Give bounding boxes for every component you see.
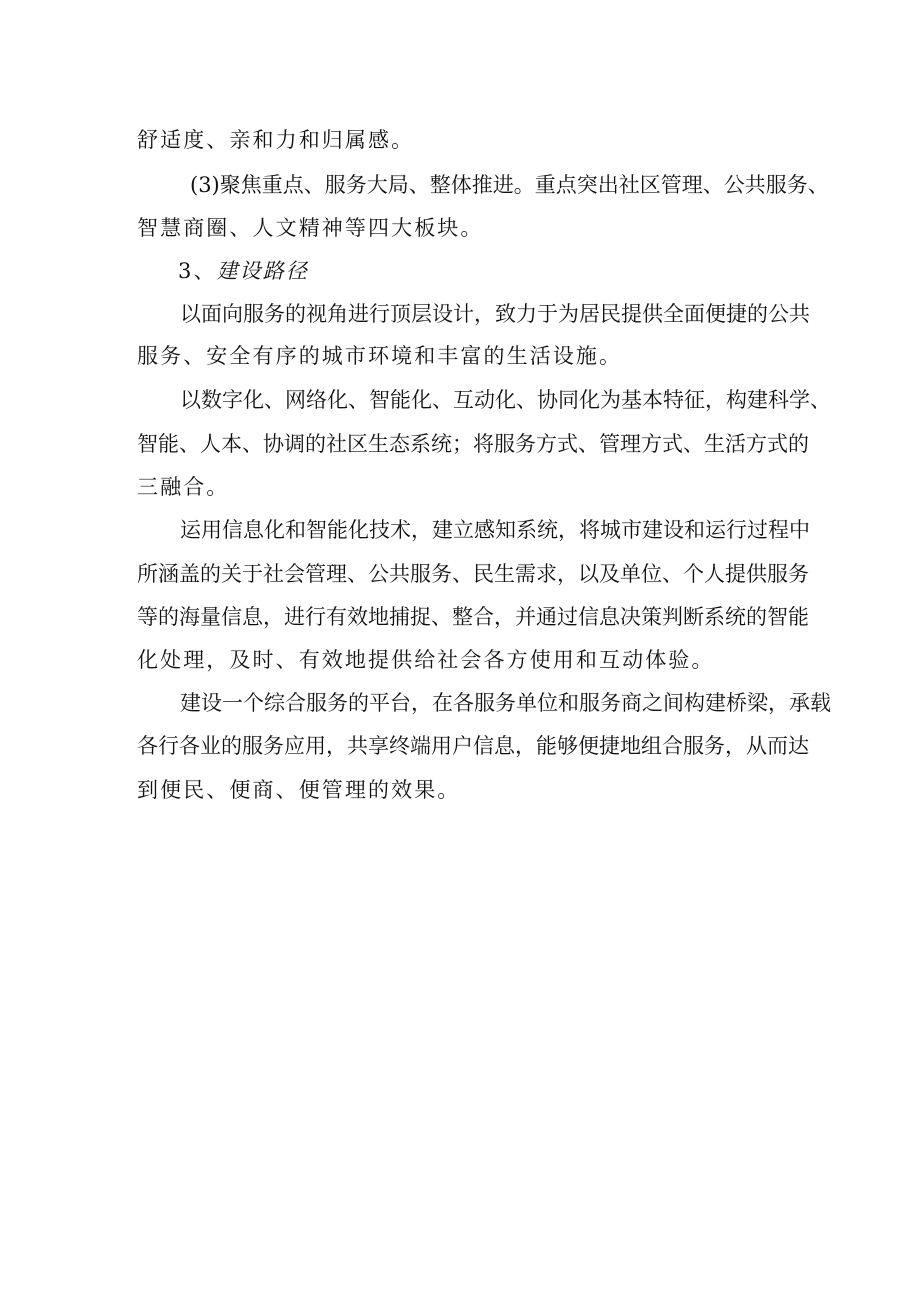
paragraph-line: 智慧商圈、人文精神等四大板块。 xyxy=(137,216,484,240)
section-heading-number: 3、 xyxy=(178,259,217,283)
paragraph-line: 运用信息化和智能化技术，建立感知系统，将城市建设和运行过程中 xyxy=(180,518,810,542)
paragraph-line: 化处理，及时、有效地提供给社会各方使用和互动体验。 xyxy=(137,648,715,672)
paragraph-line: 舒适度、亲和力和归属感。 xyxy=(137,128,415,152)
paragraph-line: 到便民、便商、便管理的效果。 xyxy=(137,778,461,802)
paragraph-line: 各行各业的服务应用，共享终端用户信息，能够便捷地组合服务，从而达 xyxy=(137,734,809,758)
section-heading xyxy=(178,258,309,284)
paragraph-line: 三融合。 xyxy=(137,475,230,499)
paragraph-line: 智能、人本、协调的社区生态系统；将服务方式、管理方式、生活方式的 xyxy=(137,432,809,456)
paragraph-line: 服务、安全有序的城市环境和丰富的生活设施。 xyxy=(137,344,623,368)
paragraph-line: 等的海量信息，进行有效地捕捉、整合，并通过信息决策判断系统的智能 xyxy=(137,605,809,629)
paragraph-line: 建设一个综合服务的平台，在各服务单位和服务商之间构建桥梁，承载 xyxy=(180,691,831,715)
section-heading-text: 建设路径 xyxy=(216,259,309,283)
paragraph-line: 以数字化、网络化、智能化、互动化、协同化为基本特征，构建科学、 xyxy=(180,388,831,412)
paragraph-line: (3)聚焦重点、服务大局、整体推进。重点突出社区管理、公共服务、 xyxy=(190,173,829,197)
paragraph-line: 所涵盖的关于社会管理、公共服务、民生需求，以及单位、个人提供服务 xyxy=(137,562,809,586)
paragraph-line: 以面向服务的视角进行顶层设计，致力于为居民提供全面便捷的公共 xyxy=(180,302,810,326)
